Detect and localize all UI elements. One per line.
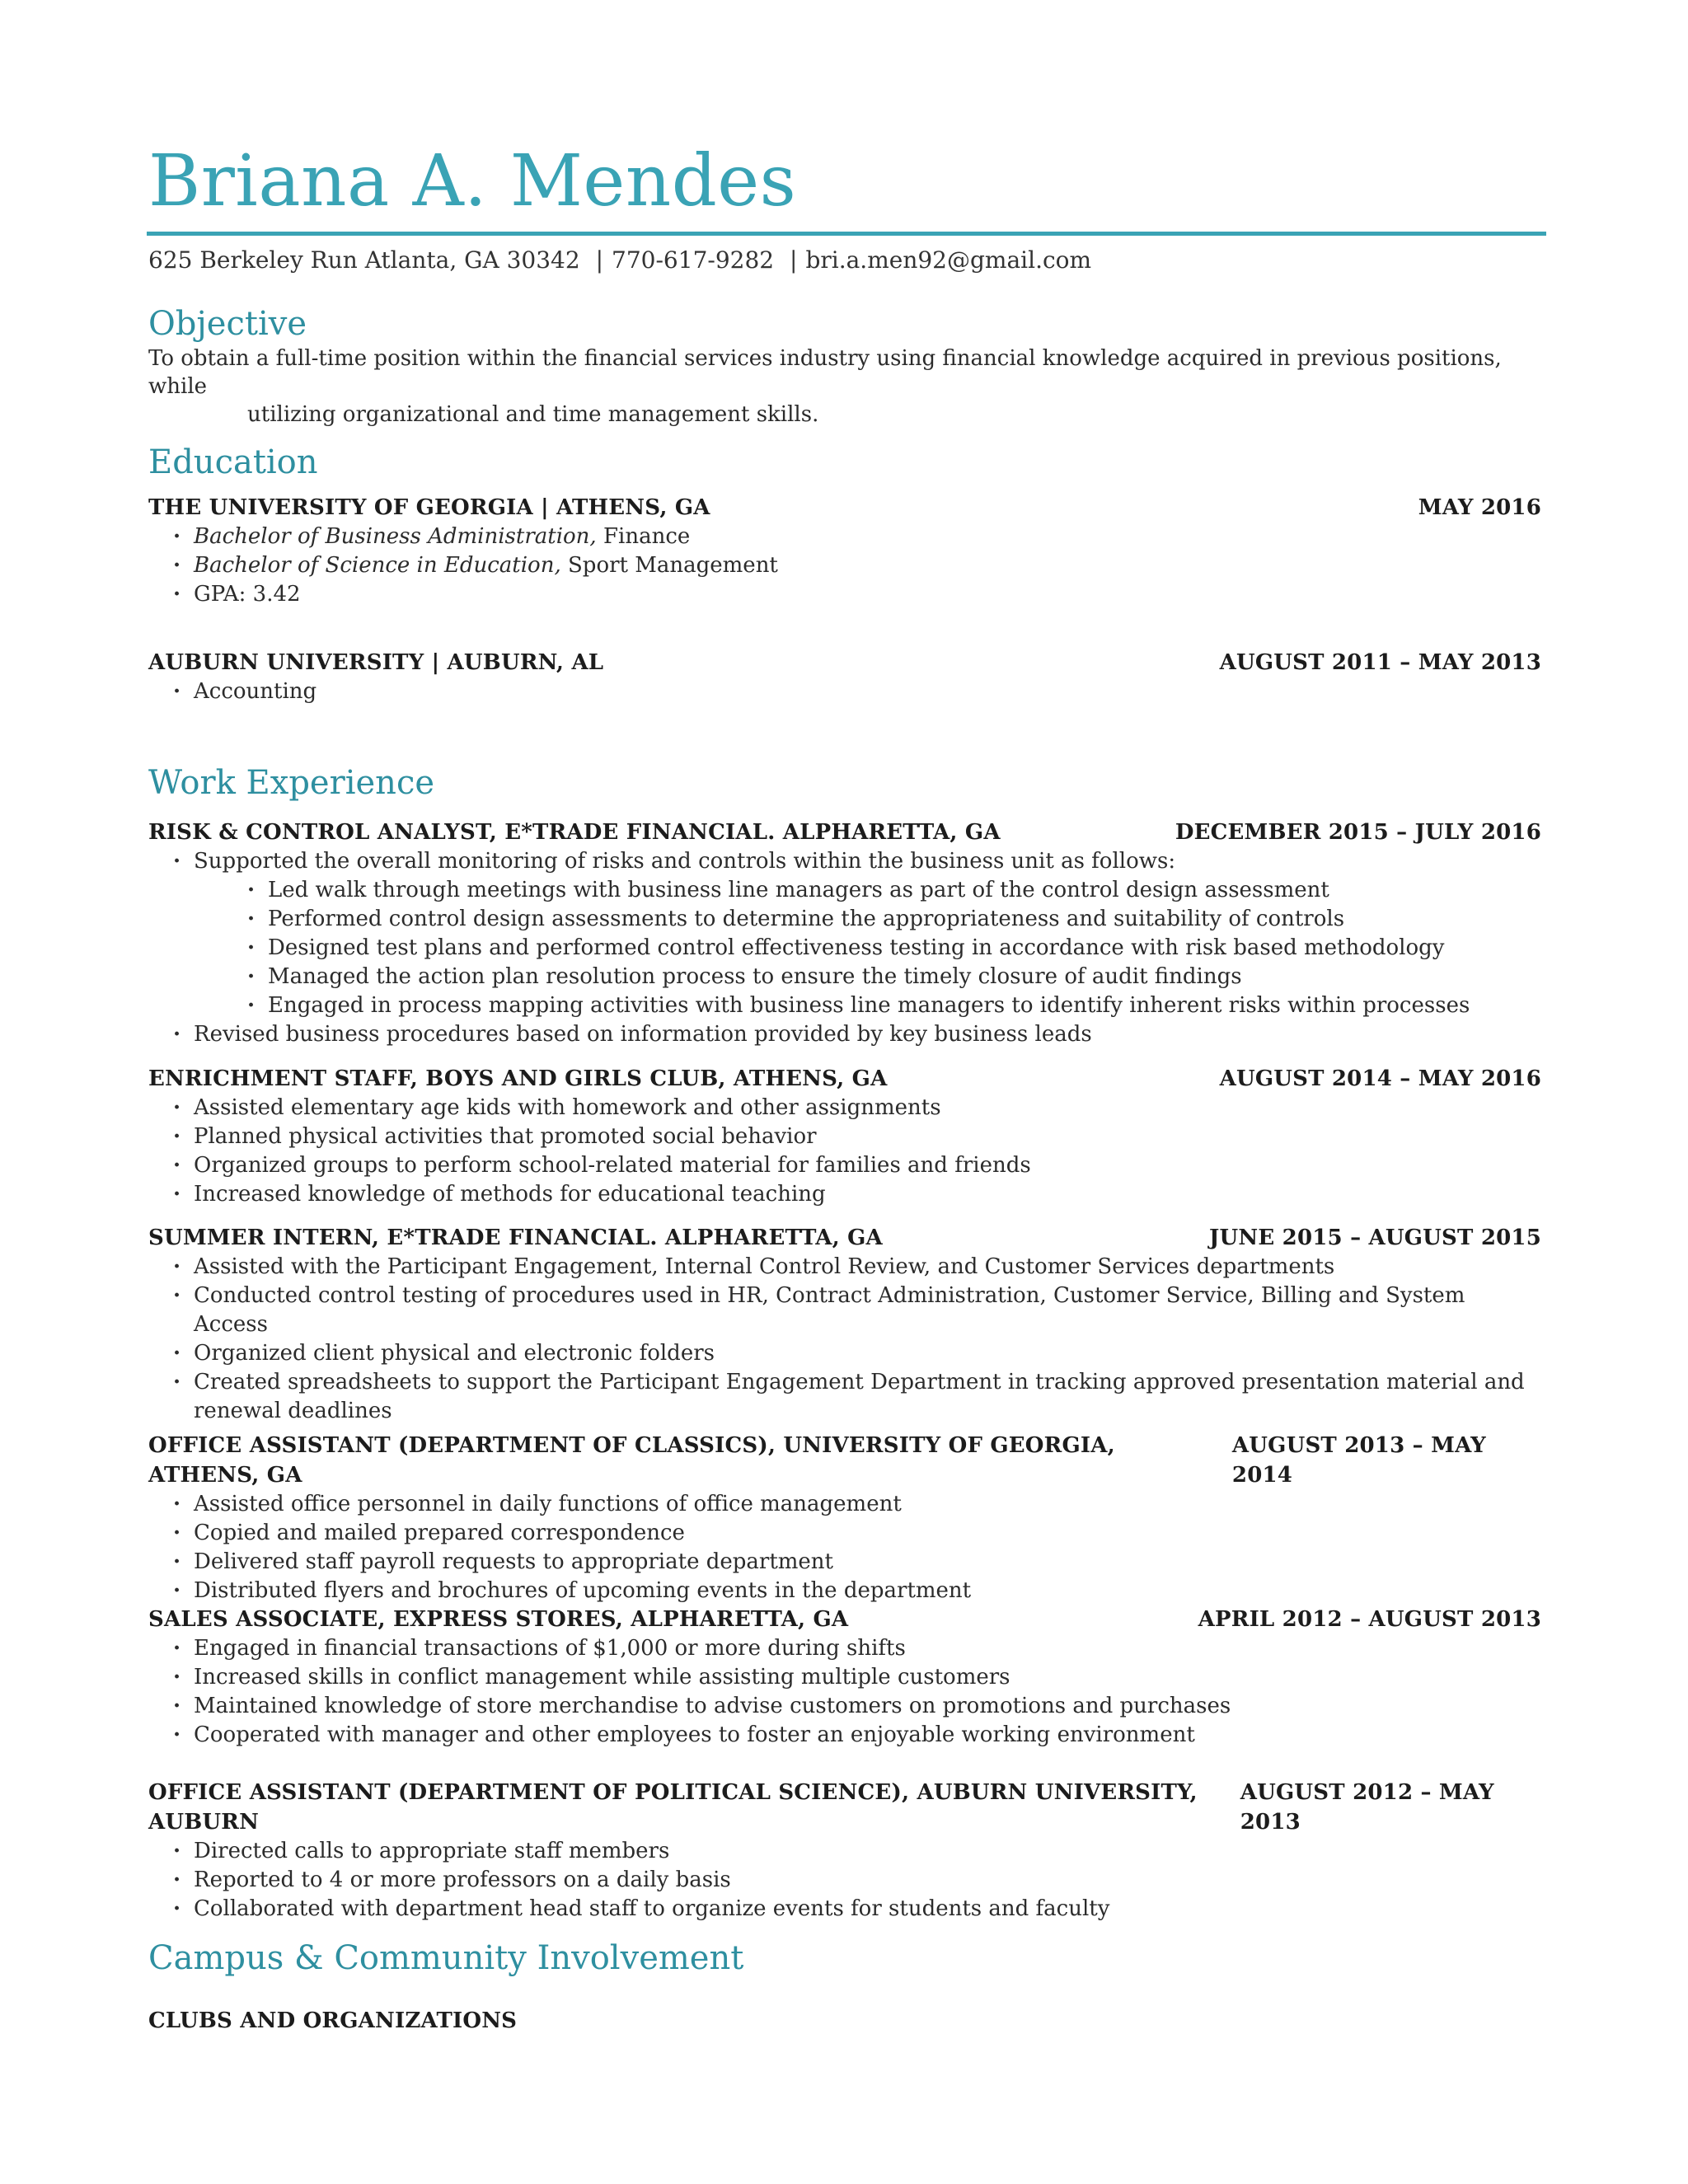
job-duties: [148, 1634, 1541, 1750]
school-name: AUBURN UNIVERSITY | AUBURN, AL: [148, 650, 604, 675]
school-date: AUGUST 2011 – MAY 2013: [1219, 650, 1541, 675]
contact-separator: |: [595, 246, 604, 274]
job-duties: [148, 1094, 1541, 1209]
involvement-block: [148, 2006, 1541, 2036]
list-item: · Collaborated with department head staff to organize events for students and faculty: [148, 1895, 1541, 1924]
contact-line: [148, 244, 1550, 277]
school-details: [148, 677, 1541, 706]
list-item: · Copied and mailed prepared correspondence: [148, 1519, 1541, 1548]
job-heading: [148, 1223, 1541, 1253]
list-item: · Bachelor of Science in Education, Sport Management: [148, 551, 1541, 580]
list-item: · Organized client physical and electronic folders: [148, 1339, 1541, 1368]
phone: 770-617-9282: [612, 246, 775, 274]
list-item: · Delivered staff payroll requests to appropriate department: [148, 1548, 1541, 1577]
sub-list-item: · Led walk through meetings with business line managers as part of the control design assessment: [148, 876, 1541, 905]
list-item: · Created spreadsheets to support the Participant Engagement Department in tracking approved presentation material and renewal deadlines: [148, 1368, 1541, 1426]
job-heading: [148, 1064, 1541, 1094]
section-title-involvement: Campus & Community Involvement: [148, 1939, 744, 1977]
address: 625 Berkeley Run Atlanta, GA 30342: [148, 246, 580, 274]
job-duties: [148, 1490, 1541, 1605]
job-sales-associate: [148, 1605, 1541, 1750]
job-date: AUGUST 2013 – MAY 2014: [1231, 1433, 1486, 1488]
job-office-assistant-polisci: [148, 1778, 1541, 1924]
section-title-education: Education: [148, 443, 318, 481]
list-item: · Assisted with the Participant Engagement, Internal Control Review, and Customer Services departments: [148, 1253, 1541, 1282]
list-item: · Directed calls to appropriate staff members: [148, 1837, 1541, 1866]
list-item: · Distributed flyers and brochures of upcoming events in the department: [148, 1577, 1541, 1605]
contact-separator: |: [790, 246, 798, 274]
clubs-subheading: CLUBS AND ORGANIZATIONS: [148, 2008, 518, 2033]
objective-text: [148, 344, 1541, 429]
email[interactable]: bri.a.men92@gmail.com: [805, 246, 1092, 274]
list-item: · Supported the overall monitoring of risks and controls within the business unit as follows:: [148, 847, 1541, 876]
sub-list-item: · Designed test plans and performed control effectiveness testing in accordance with risk based methodology: [148, 934, 1541, 963]
section-title-work: Work Experience: [148, 764, 435, 802]
job-risk-analyst: [148, 818, 1541, 1049]
list-item: · Cooperated with manager and other employees to foster an enjoyable working environment: [148, 1721, 1541, 1750]
job-date: AUGUST 2014 – MAY 2016: [1219, 1066, 1541, 1091]
school-heading: [148, 493, 1541, 523]
job-heading: [148, 1605, 1541, 1634]
objective-line-2: utilizing organizational and time management skills.: [247, 402, 819, 427]
list-item: · Increased knowledge of methods for educational teaching: [148, 1180, 1541, 1209]
list-item: · Revised business procedures based on information provided by key business leads: [148, 1020, 1541, 1049]
job-date: APRIL 2012 – AUGUST 2013: [1198, 1607, 1541, 1632]
job-title: RISK & CONTROL ANALYST, E*TRADE FINANCIAL. ALPHARETTA, GA: [148, 820, 1001, 845]
job-summer-intern: [148, 1223, 1541, 1426]
education-uga: [148, 493, 1541, 609]
education-auburn: [148, 648, 1541, 706]
school-date: MAY 2016: [1418, 495, 1541, 520]
job-title: ENRICHMENT STAFF, BOYS AND GIRLS CLUB, ATHENS, GA: [148, 1066, 888, 1091]
list-item: · Increased skills in conflict management while assisting multiple customers: [148, 1663, 1541, 1692]
job-enrichment-staff: [148, 1064, 1541, 1209]
job-office-assistant-classics: [148, 1431, 1541, 1605]
job-title: OFFICE ASSISTANT (DEPARTMENT OF CLASSICS), UNIVERSITY OF GEORGIA, ATHENS, GA: [148, 1433, 1115, 1488]
list-item: · Assisted elementary age kids with homework and other assignments: [148, 1094, 1541, 1122]
job-heading: [148, 1778, 1541, 1837]
school-heading: [148, 648, 1541, 677]
sub-list-item: · Performed control design assessments to determine the appropriateness and suitability of controls: [148, 905, 1541, 934]
list-item: · Organized groups to perform school-related material for families and friends: [148, 1151, 1541, 1180]
job-title: SUMMER INTERN, E*TRADE FINANCIAL. ALPHARETTA, GA: [148, 1226, 883, 1250]
list-item: · Assisted office personnel in daily functions of office management: [148, 1490, 1541, 1519]
school-details: [148, 523, 1541, 609]
clubs-heading: [148, 2006, 1541, 2036]
list-item: · Conducted control testing of procedures used in HR, Contract Administration, Customer Service, Billing and System Access: [148, 1282, 1541, 1339]
job-date: DECEMBER 2015 – JULY 2016: [1175, 820, 1541, 845]
job-duties: [148, 1837, 1541, 1924]
job-date: AUGUST 2012 – MAY 2013: [1240, 1780, 1494, 1835]
objective-block: [148, 344, 1541, 429]
job-date: JUNE 2015 – AUGUST 2015: [1209, 1226, 1541, 1250]
list-item: · Maintained knowledge of store merchandise to advise customers on promotions and purchases: [148, 1692, 1541, 1721]
list-item: · GPA: 3.42: [148, 580, 1541, 609]
header-divider: [147, 232, 1546, 236]
list-item: · Engaged in financial transactions of $1,000 or more during shifts: [148, 1634, 1541, 1663]
list-item: · Bachelor of Business Administration, Finance: [148, 523, 1541, 551]
list-item: · Planned physical activities that promoted social behavior: [148, 1122, 1541, 1151]
section-title-objective: Objective: [148, 305, 307, 343]
sub-list-item: · Managed the action plan resolution process to ensure the timely closure of audit findings: [148, 963, 1541, 991]
list-item: · Accounting: [148, 677, 1541, 706]
resume-header: [148, 140, 1550, 277]
candidate-name: Briana A. Mendes: [148, 140, 797, 223]
job-duties: [148, 847, 1541, 1049]
job-title: SALES ASSOCIATE, EXPRESS STORES, ALPHARETTA, GA: [148, 1607, 849, 1632]
school-name: THE UNIVERSITY OF GEORGIA | ATHENS, GA: [148, 495, 710, 520]
job-title: OFFICE ASSISTANT (DEPARTMENT OF POLITICAL SCIENCE), AUBURN UNIVERSITY, AUBURN: [148, 1780, 1198, 1835]
list-item: · Reported to 4 or more professors on a daily basis: [148, 1866, 1541, 1895]
job-heading: [148, 1431, 1541, 1490]
sub-list-item: · Engaged in process mapping activities with business line managers to identify inherent risks within processes: [148, 991, 1541, 1020]
job-heading: [148, 818, 1541, 847]
job-duties: [148, 1253, 1541, 1426]
objective-line-1: To obtain a full-time position within the financial services industry using financial knowledge acquired in previous positions, while: [148, 346, 1502, 399]
